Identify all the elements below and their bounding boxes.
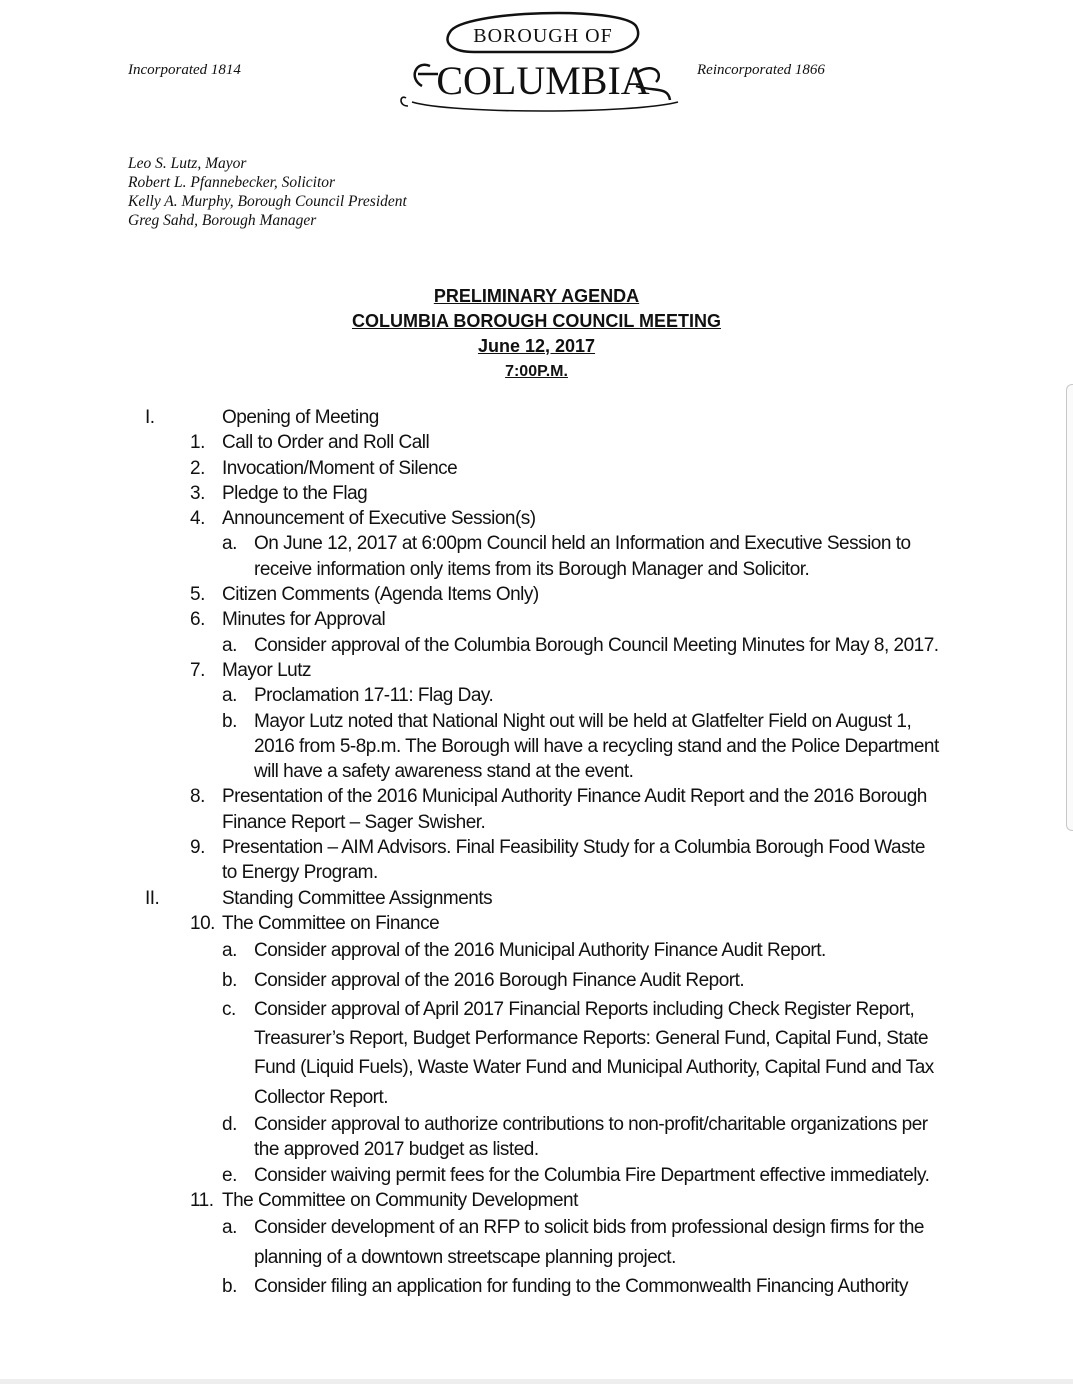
item-text: Presentation of the 2016 Municipal Authority Finance Audit Report and the 2016 Borough Finance Report – Sager Swisher. [222, 786, 927, 833]
subitem-text: Consider approval of the 2016 Municipal Authority Finance Audit Report. [254, 940, 826, 962]
agenda-subitem-11a [0, 1213, 1073, 1272]
subitem-text: Consider waiving permit fees for the Columbia Fire Department effective immediately. [254, 1164, 930, 1186]
reincorporated-text: Reincorporated 1866 [697, 62, 825, 78]
agenda-item-7 [0, 658, 1073, 683]
logo-columbia-text: COLUMBIA [436, 58, 650, 103]
item-number: 6. [190, 609, 205, 631]
item-text: The Committee on Community Development [222, 1189, 578, 1211]
official-council-president: Kelly A. Murphy, Borough Council President [128, 193, 407, 210]
subitem-text: Proclamation 17-11: Flag Day. [254, 685, 494, 707]
agenda-item-11 [0, 1188, 1073, 1213]
item-text: Announcement of Executive Session(s) [222, 508, 536, 530]
subitem-text: Mayor Lutz noted that National Night out will be held at Glatfelter Field on August 1, 2016 from 5-8p.m. The Borough will have a recycling stand and the Police Department will have a safety awareness stand at the event. [254, 710, 939, 783]
subitem-text: Consider approval of April 2017 Financial Reports including Check Register Report, Treasurer’s Report, Budget Performance Reports: General Fund, Capital Fund, State Fund (Liquid Fuels), Waste Water Fund and Municipal Authority, Capital Fund and Tax Collector Report. [254, 998, 934, 1108]
item-number: 4. [190, 508, 205, 530]
subitem-letter: a. [222, 1217, 237, 1239]
item-text: Presentation – AIM Advisors. Final Feasibility Study for a Columbia Borough Food Waste to Energy Program. [222, 837, 925, 884]
agenda-subitem-11b [0, 1272, 1073, 1301]
official-solicitor: Robert L. Pfannebecker, Solicitor [128, 174, 336, 191]
section-title: Standing Committee Assignments [222, 887, 493, 909]
item-number: 9. [190, 837, 205, 859]
incorporated-text: Incorporated 1814 [128, 62, 241, 78]
subitem-text: Consider development of an RFP to solicit bids from professional design firms for the planning of a downtown streetscape planning project. [254, 1217, 924, 1268]
agenda-title-block [0, 284, 1073, 384]
borough-logo [392, 2, 694, 118]
subitem-text: Consider approval of the Columbia Borough Council Meeting Minutes for May 8, 2017. [254, 634, 939, 656]
agenda-item-8 [0, 784, 1073, 835]
subitem-letter: a. [222, 940, 237, 962]
item-number: 10. [190, 912, 215, 934]
subitem-letter: a. [222, 533, 237, 555]
agenda-item-5 [0, 582, 1073, 607]
subitem-letter: e. [222, 1164, 237, 1186]
agenda-item-1 [0, 430, 1073, 455]
official-mayor: Leo S. Lutz, Mayor [128, 155, 247, 172]
item-text: Citizen Comments (Agenda Items Only) [222, 584, 539, 606]
agenda-item-4 [0, 506, 1073, 531]
agenda-subitem-6a [0, 633, 1073, 658]
agenda-subitem-10c [0, 995, 1073, 1112]
agenda-subitem-10d [0, 1112, 1073, 1163]
title-preliminary-agenda: PRELIMINARY AGENDA [433, 286, 640, 306]
subitem-letter: a. [222, 634, 237, 656]
agenda-item-2 [0, 456, 1073, 481]
agenda-list [0, 405, 1073, 1301]
section-standing-committees [0, 886, 1073, 911]
title-meeting-name: COLUMBIA BOROUGH COUNCIL MEETING [352, 311, 721, 331]
item-text: Call to Order and Roll Call [222, 432, 430, 454]
section-opening [0, 405, 1073, 430]
agenda-subitem-4a [0, 531, 1073, 582]
item-text: Pledge to the Flag [222, 482, 368, 504]
officials-list [128, 154, 407, 230]
agenda-item-3 [0, 481, 1073, 506]
agenda-subitem-10a [0, 936, 1073, 965]
agenda-item-9 [0, 835, 1073, 886]
scrollbar[interactable] [1066, 384, 1073, 831]
item-text: Mayor Lutz [222, 659, 311, 681]
agenda-item-6 [0, 607, 1073, 632]
section-number: I. [145, 407, 155, 428]
item-number: 11. [190, 1189, 214, 1211]
logo-borough-text: BOROUGH OF [473, 25, 613, 47]
subitem-text: Consider filing an application for funding to the Commonwealth Financing Authority [254, 1275, 908, 1297]
item-number: 8. [190, 786, 205, 808]
subitem-letter: b. [222, 710, 237, 732]
subitem-letter: b. [222, 969, 237, 991]
subitem-text: On June 12, 2017 at 6:00pm Council held an Information and Executive Session to receive information only items from its Borough Manager and Solicitor. [254, 533, 911, 580]
official-borough-manager: Greg Sahd, Borough Manager [128, 212, 317, 229]
meeting-time: 7:00P.M. [505, 363, 568, 380]
page-bottom-divider [0, 1379, 1073, 1384]
item-text: The Committee on Finance [222, 912, 440, 934]
item-number: 3. [190, 482, 205, 504]
agenda-subitem-7a [0, 683, 1073, 708]
subitem-letter: b. [222, 1275, 237, 1297]
item-number: 5. [190, 584, 205, 606]
item-number: 7. [190, 659, 205, 681]
section-number: II. [145, 887, 160, 909]
agenda-subitem-7b [0, 709, 1073, 785]
subitem-letter: a. [222, 685, 237, 707]
item-text: Invocation/Moment of Silence [222, 457, 458, 479]
subitem-text: Consider approval to authorize contributions to non-profit/charitable organizations per the approved 2017 budget as listed. [254, 1114, 928, 1161]
item-text: Minutes for Approval [222, 609, 386, 631]
agenda-subitem-10e [0, 1163, 1073, 1188]
agenda-subitem-10b [0, 966, 1073, 995]
agenda-item-10 [0, 911, 1073, 936]
subitem-text: Consider approval of the 2016 Borough Finance Audit Report. [254, 969, 745, 991]
subitem-letter: c. [222, 998, 236, 1020]
subitem-letter: d. [222, 1114, 237, 1136]
meeting-date: June 12, 2017 [477, 336, 596, 356]
item-number: 1. [190, 432, 205, 454]
section-title: Opening of Meeting [222, 407, 379, 428]
item-number: 2. [190, 457, 205, 479]
